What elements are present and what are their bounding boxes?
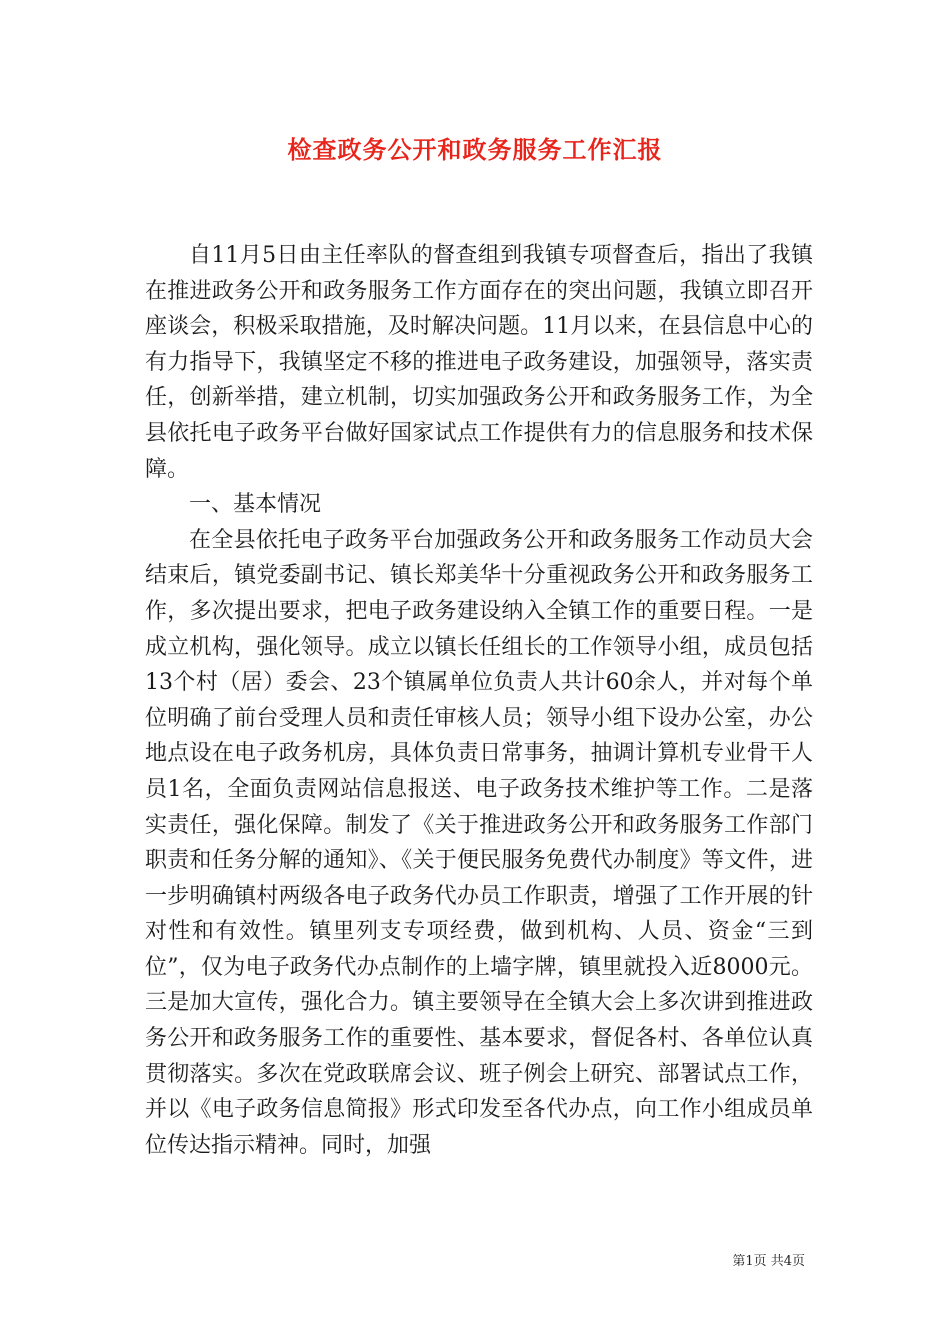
document-body bbox=[145, 238, 813, 1163]
document-title: 检查政务公开和政务服务工作汇报 bbox=[287, 135, 663, 164]
page-number: 第1页 共4页 bbox=[732, 1254, 805, 1269]
paragraph-intro: 自11月5日由主任率队的督查组到我镇专项督查后，指出了我镇在推进政务公开和政务服务工作方面存在的突出问题，我镇立即召开座谈会，积极采取措施，及时解决问题。11月以来，在县信息中心的有力指导下，我镇坚定不移的推进电子政务建设，加强领导，落实责任，创新举措，建立机制，切实加强政务公开和政务服务工作，为全县依托电子政务平台做好国家试点工作提供有力的信息服务和技术保障。 bbox=[145, 243, 813, 482]
section-heading-basic: 一、基本情况 bbox=[189, 492, 322, 518]
paragraph-basic-situation: 在全县依托电子政务平台加强政务公开和政务服务工作动员大会结束后，镇党委副书记、镇长郑美华十分重视政务公开和政务服务工作，多次提出要求，把电子政务建设纳入全镇工作的重要日程。一是成立机构，强化领导。成立以镇长任组长的工作领导小组，成员包括13个村（居）委会、23个镇属单位负责人共计60余人，并对每个单位明确了前台受理人员和责任审核人员；领导小组下设办公室，办公地点设在电子政务机房，具体负责日常事务，抽调计算机专业骨干人员1名，全面负责网站信息报送、电子政务技术维护等工作。二是落实责任，强化保障。制发了《关于推进政务公开和政务服务工作部门职责和任务分解的通知》、《关于便民服务免费代办制度》等文件，进一步明确镇村两级各电子政务代办员工作职责，增强了工作开展的针对性和有效性。镇里列支专项经费，做到机构、人员、资金“三到位”，仅为电子政务代办点制作的上墙字牌，镇里就投入近8000元。三是加大宣传，强化合力。镇主要领导在全镇大会上多次讲到推进政务公开和政务服务工作的重要性、基本要求，督促各村、各单位认真贯彻落实。多次在党政联席会议、班子例会上研究、部署试点工作，并以《电子政务信息简报》形式印发至各代办点，向工作小组成员单位传达指示精神。同时，加强 bbox=[145, 527, 813, 1158]
